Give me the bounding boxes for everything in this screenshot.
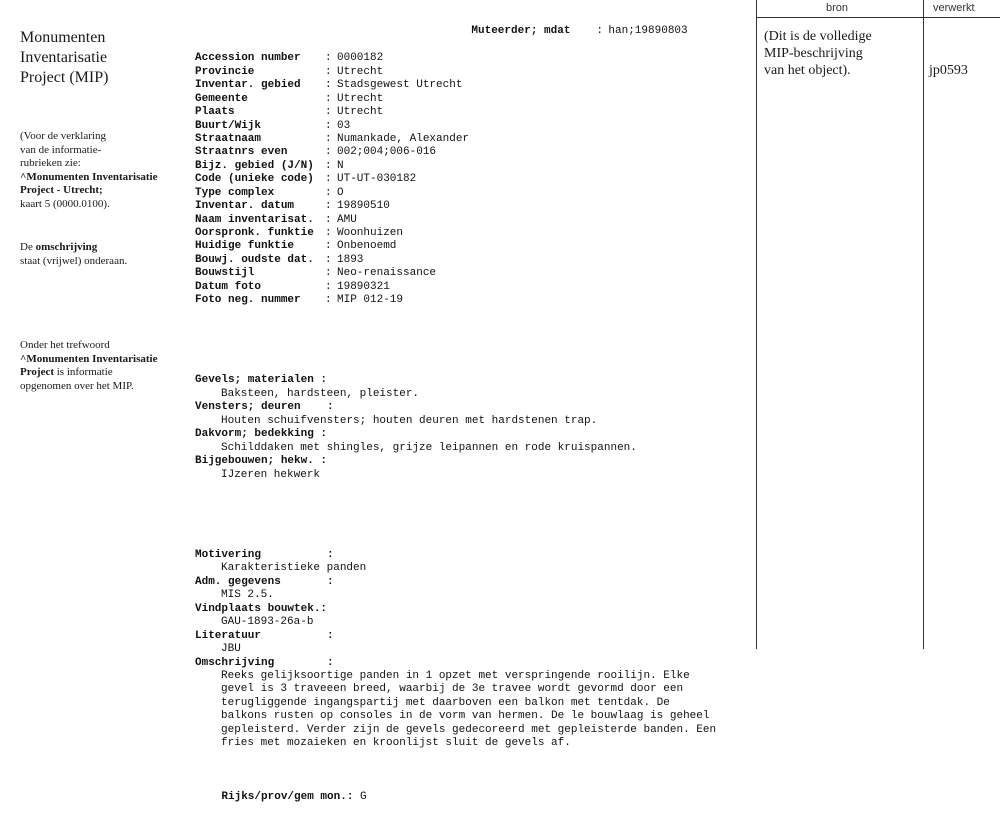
field-value: Numankade, Alexander: [337, 132, 470, 145]
bron-cell: [764, 28, 914, 79]
field-row: Oorspronk. funktie : Woonhuizen: [195, 227, 404, 240]
table-divider-left: [756, 0, 757, 649]
field-value: 19890510: [337, 200, 390, 213]
field-label: Bouwstijl: [195, 267, 255, 280]
note2-bold: omschrijving: [35, 241, 98, 253]
section-text: MIS 2.5.: [221, 589, 274, 602]
section-label: Rijks/prov/gem mon.:: [221, 791, 354, 804]
title-line-3: Project (MIP): [20, 69, 109, 86]
section-block: [195, 657, 755, 751]
field-row: Inventar. datum : 19890510: [195, 200, 390, 213]
table-header-rule: [756, 17, 1000, 18]
note2-pre: De: [20, 241, 36, 253]
field-label: Muteerder; mdat: [471, 25, 571, 38]
section-text: Karakteristieke panden: [221, 562, 367, 575]
section-block: [195, 401, 755, 428]
section-text: fries met mozaieken en kroonlijst sluit de gevels af.: [221, 737, 571, 750]
field-label: Straatnrs even: [195, 146, 288, 159]
section-label: Adm. gegevens :: [195, 575, 334, 588]
field-value: Utrecht: [337, 92, 384, 105]
bron-line-3: van het object).: [764, 63, 851, 78]
field-row: Datum foto : 19890321: [195, 280, 390, 293]
field-value: N: [337, 159, 344, 172]
document-title: [20, 28, 180, 88]
field-row: Inventar. gebied : Stadsgewest Utrecht: [195, 79, 463, 92]
field-value: 19890321: [337, 280, 390, 293]
section-text: GAU-1893-26a-b: [221, 616, 314, 629]
monument-status: [195, 778, 755, 804]
section-block: [195, 630, 755, 657]
field-value: Onbenoemd: [337, 240, 397, 253]
section-text: balkons rusten op consoles in de vorm van hermen. De le bouwlaag is geheel: [221, 710, 710, 723]
note2-tail: staat (vrijwel) onderaan.: [20, 254, 128, 267]
field-label: Bouwj. oudste dat.: [195, 253, 314, 266]
field-value: Utrecht: [337, 65, 384, 78]
section-block: [195, 549, 755, 576]
note3-bold2: Project: [20, 366, 54, 378]
field-label: Naam inventarisat.: [195, 213, 314, 226]
section-block: [195, 374, 755, 401]
title-line-2: Inventarisatie: [20, 49, 108, 66]
field-row: Provincie : Utrecht: [195, 65, 384, 78]
field-row: Bijz. gebied (J/N) : N: [195, 159, 344, 172]
section-label: Gevels; materialen :: [195, 374, 328, 387]
bron-line-2: MIP-beschrijving: [764, 46, 863, 61]
bron-line-1: (Dit is de volledige: [764, 29, 872, 44]
section-block: [195, 603, 755, 630]
field-label: Oorspronk. funktie: [195, 227, 314, 240]
note3-line1: Onder het trefwoord: [20, 339, 110, 351]
field-list: [195, 52, 755, 307]
verwerkt-cell: jp0593: [929, 63, 968, 78]
field-row: Bouwj. oudste dat. : 1893: [195, 253, 364, 266]
field-value: Woonhuizen: [337, 227, 404, 240]
field-value: 0000182: [337, 52, 384, 65]
note3-tail2: is informatie: [54, 366, 113, 378]
keyword-note: [20, 339, 190, 393]
section-text: terugliggende ingangspartij met daarboven een balkon met tentdak. De: [221, 696, 670, 709]
field-label: Datum foto: [195, 280, 262, 293]
mip-record: [195, 12, 755, 805]
field-value: 03: [337, 119, 351, 132]
field-value: 1893: [337, 253, 364, 266]
field-label: Code (unieke code): [195, 173, 314, 186]
section-text: gepleisterd. Verder zijn de gevels gedecoreerd met gepleisterde banden. Een: [221, 723, 717, 736]
note1-tail: kaart 5 (0000.0100).: [20, 197, 110, 210]
field-row: Straatnaam : Numankade, Alexander: [195, 132, 470, 145]
section-text: Schilddaken met shingles, grijze leipannen en rode kruispannen.: [221, 441, 637, 454]
section-text: gevel is 3 traveeen breed, waarbij de 3e travee wordt gevormd door een: [221, 683, 684, 696]
field-value: UT-UT-030182: [337, 173, 417, 186]
field-row: Gemeente : Utrecht: [195, 92, 384, 105]
explanation-note: [20, 130, 190, 211]
section-text: Baksteen, hardsteen, pleister.: [221, 387, 420, 400]
section-text: IJzeren hekwerk: [221, 468, 321, 481]
section-label: Literatuur :: [195, 629, 334, 642]
field-value: Neo-renaissance: [337, 267, 437, 280]
note1-line3: rubrieken zie:: [20, 157, 81, 169]
field-value: han;19890803: [608, 25, 688, 38]
field-row: Plaats : Utrecht: [195, 106, 384, 119]
section-label: Vensters; deuren :: [195, 401, 334, 414]
field-label: Inventar. gebied: [195, 79, 301, 92]
section-label: Dakvorm; bedekking :: [195, 428, 328, 441]
field-value: Utrecht: [337, 106, 384, 119]
section-block: [195, 576, 755, 603]
field-value: AMU: [337, 213, 357, 226]
note3-tail3: opgenomen over het MIP.: [20, 379, 134, 392]
section-block: [195, 455, 755, 482]
field-label: Bijz. gebied (J/N): [195, 159, 314, 172]
section-text: JBU: [221, 643, 241, 656]
field-row: Huidige funktie : Onbenoemd: [195, 240, 397, 253]
field-value: O: [337, 186, 344, 199]
source-table: [756, 0, 1000, 649]
field-row: Code (unieke code) : UT-UT-030182: [195, 173, 417, 186]
title-line-1: Monumenten: [20, 29, 106, 46]
section-block: [195, 428, 755, 455]
field-label: Accession number: [195, 52, 301, 65]
field-row: Type complex : O: [195, 186, 344, 199]
section-list-b: [195, 549, 755, 751]
left-panel: [20, 28, 180, 392]
section-label: Bijgebouwen; hekw. :: [195, 455, 328, 468]
field-row: Buurt/Wijk : 03: [195, 119, 351, 132]
field-row: Foto neg. nummer : MIP 012-19: [195, 294, 404, 307]
note1-line1: (Voor de verklaring: [20, 130, 106, 142]
field-value: Stadsgewest Utrecht: [337, 79, 463, 92]
header-verwerkt: verwerkt: [933, 2, 975, 14]
note1-line2: van de informatie-: [20, 143, 102, 156]
field-label: Provincie: [195, 65, 255, 78]
field-row: Bouwstijl : Neo-renaissance: [195, 267, 437, 280]
field-row: Straatnrs even : 002;004;006-016: [195, 146, 437, 159]
table-divider-mid: [923, 0, 924, 649]
header-bron: bron: [826, 2, 849, 14]
field-label: Buurt/Wijk: [195, 119, 262, 132]
section-label: Vindplaats bouwtek.:: [195, 602, 328, 615]
mutator-field: Muteerder; mdat : han;19890803: [471, 25, 688, 38]
field-label: Inventar. datum: [195, 200, 295, 213]
field-row: Accession number : 0000182: [195, 52, 384, 65]
field-label: Huidige funktie: [195, 240, 295, 253]
section-value: G: [360, 791, 367, 804]
section-label: Motivering :: [195, 548, 334, 561]
field-label: Plaats: [195, 106, 235, 119]
field-row: Naam inventarisat. : AMU: [195, 213, 357, 226]
note3-bold1: ^Monumenten Inventarisatie: [20, 352, 158, 365]
note1-bold2: Project - Utrecht;: [20, 184, 103, 196]
field-value: 002;004;006-016: [337, 146, 437, 159]
field-label: Straatnaam: [195, 132, 262, 145]
field-label: Gemeente: [195, 92, 248, 105]
field-label: Foto neg. nummer: [195, 294, 301, 307]
description-note: [20, 241, 190, 268]
field-value: MIP 012-19: [337, 294, 404, 307]
section-label: Omschrijving :: [195, 656, 334, 669]
field-label: Type complex: [195, 186, 275, 199]
section-text: Houten schuifvensters; houten deuren met hardstenen trap.: [221, 414, 598, 427]
note1-bold1: ^Monumenten Inventarisatie: [20, 170, 158, 183]
section-list-a: [195, 374, 755, 482]
section-text: Reeks gelijksoortige panden in 1 opzet met verspringende rooilijn. Elke: [221, 670, 690, 682]
